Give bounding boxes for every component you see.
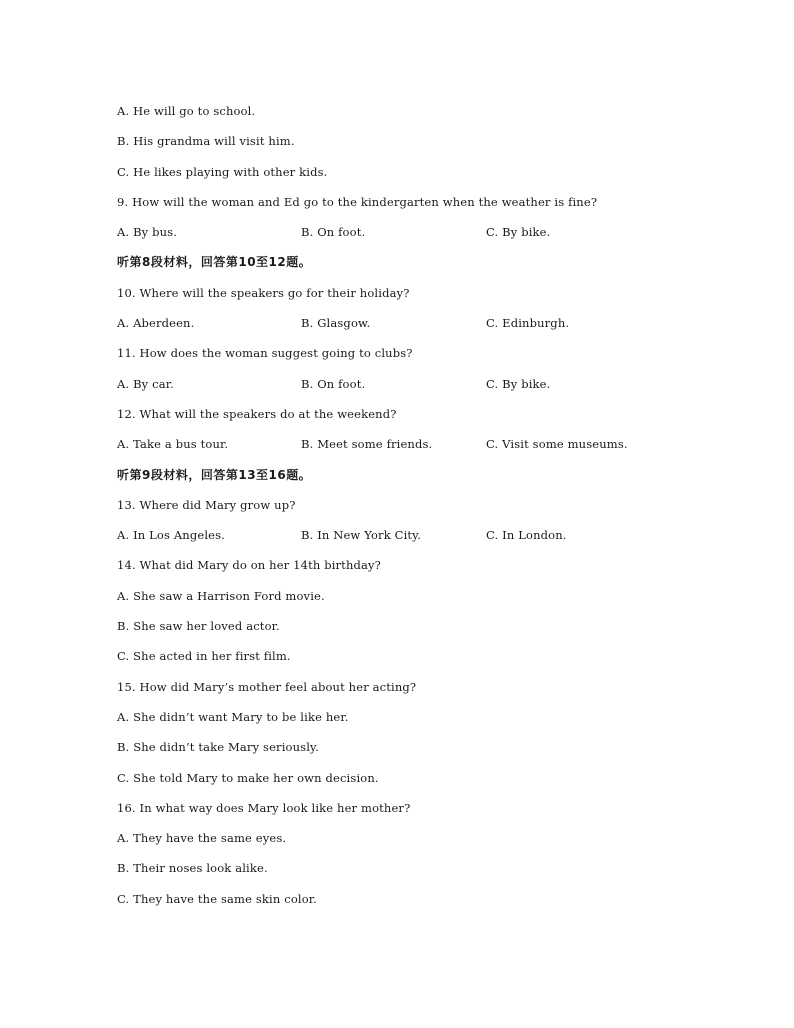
answer-option: B. Their noses look alike. — [117, 861, 268, 876]
answer-option: C. He likes playing with other kids. — [117, 164, 328, 179]
options-row — [117, 520, 737, 550]
answer-option: C. She acted in her first film. — [117, 649, 291, 664]
answer-option: A. By bus. — [117, 225, 178, 240]
answer-option: C. By bike. — [486, 376, 551, 391]
options-row — [117, 429, 737, 459]
answer-option: B. She saw her loved actor. — [117, 619, 280, 634]
answer-option: B. Glasgow. — [301, 316, 371, 331]
answer-option: B. In New York City. — [301, 528, 422, 543]
answer-option: B. On foot. — [301, 376, 366, 391]
answer-option: A. She saw a Harrison Ford movie. — [117, 588, 325, 603]
options-row — [117, 308, 737, 338]
answer-option: A. Take a bus tour. — [117, 437, 229, 452]
question-text: 16. In what way does Mary look like her mother? — [117, 800, 411, 815]
answer-option: C. By bike. — [486, 225, 551, 240]
answer-option: A. Aberdeen. — [117, 316, 195, 331]
answer-option: A. By car. — [117, 376, 174, 391]
answer-option: C. They have the same skin color. — [117, 891, 317, 906]
options-row — [117, 217, 737, 247]
section-heading: 听第8段材料，回答第10至12题。 — [117, 255, 312, 270]
question-text: 11. How does the woman suggest going to clubs? — [117, 346, 413, 361]
answer-option: B. His grandma will visit him. — [117, 134, 295, 149]
options-row — [117, 369, 737, 399]
answer-option: A. In Los Angeles. — [117, 528, 225, 543]
answer-option: C. Visit some museums. — [486, 437, 628, 452]
question-text: 15. How did Mary’s mother feel about her acting? — [117, 679, 417, 694]
answer-option: A. He will go to school. — [117, 104, 256, 118]
answer-option: A. They have the same eyes. — [117, 831, 287, 846]
answer-option: B. Meet some friends. — [301, 437, 433, 452]
question-text: 13. Where did Mary grow up? — [117, 497, 296, 512]
question-text: 9. How will the woman and Ed go to the kindergarten when the weather is fine? — [117, 194, 598, 209]
question-text: 14. What did Mary do on her 14th birthday? — [117, 558, 381, 573]
answer-option: B. On foot. — [301, 225, 366, 240]
question-text: 12. What will the speakers do at the weekend? — [117, 406, 397, 421]
answer-option: B. She didn’t take Mary seriously. — [117, 740, 319, 755]
document-page — [117, 96, 737, 914]
section-heading: 听第9段材料，回答第13至16题。 — [117, 467, 312, 482]
answer-option: C. Edinburgh. — [486, 316, 570, 331]
answer-option: A. She didn’t want Mary to be like her. — [117, 709, 349, 724]
answer-option: C. In London. — [486, 528, 567, 543]
question-text: 10. Where will the speakers go for their holiday? — [117, 285, 410, 300]
answer-option: C. She told Mary to make her own decision. — [117, 770, 379, 785]
